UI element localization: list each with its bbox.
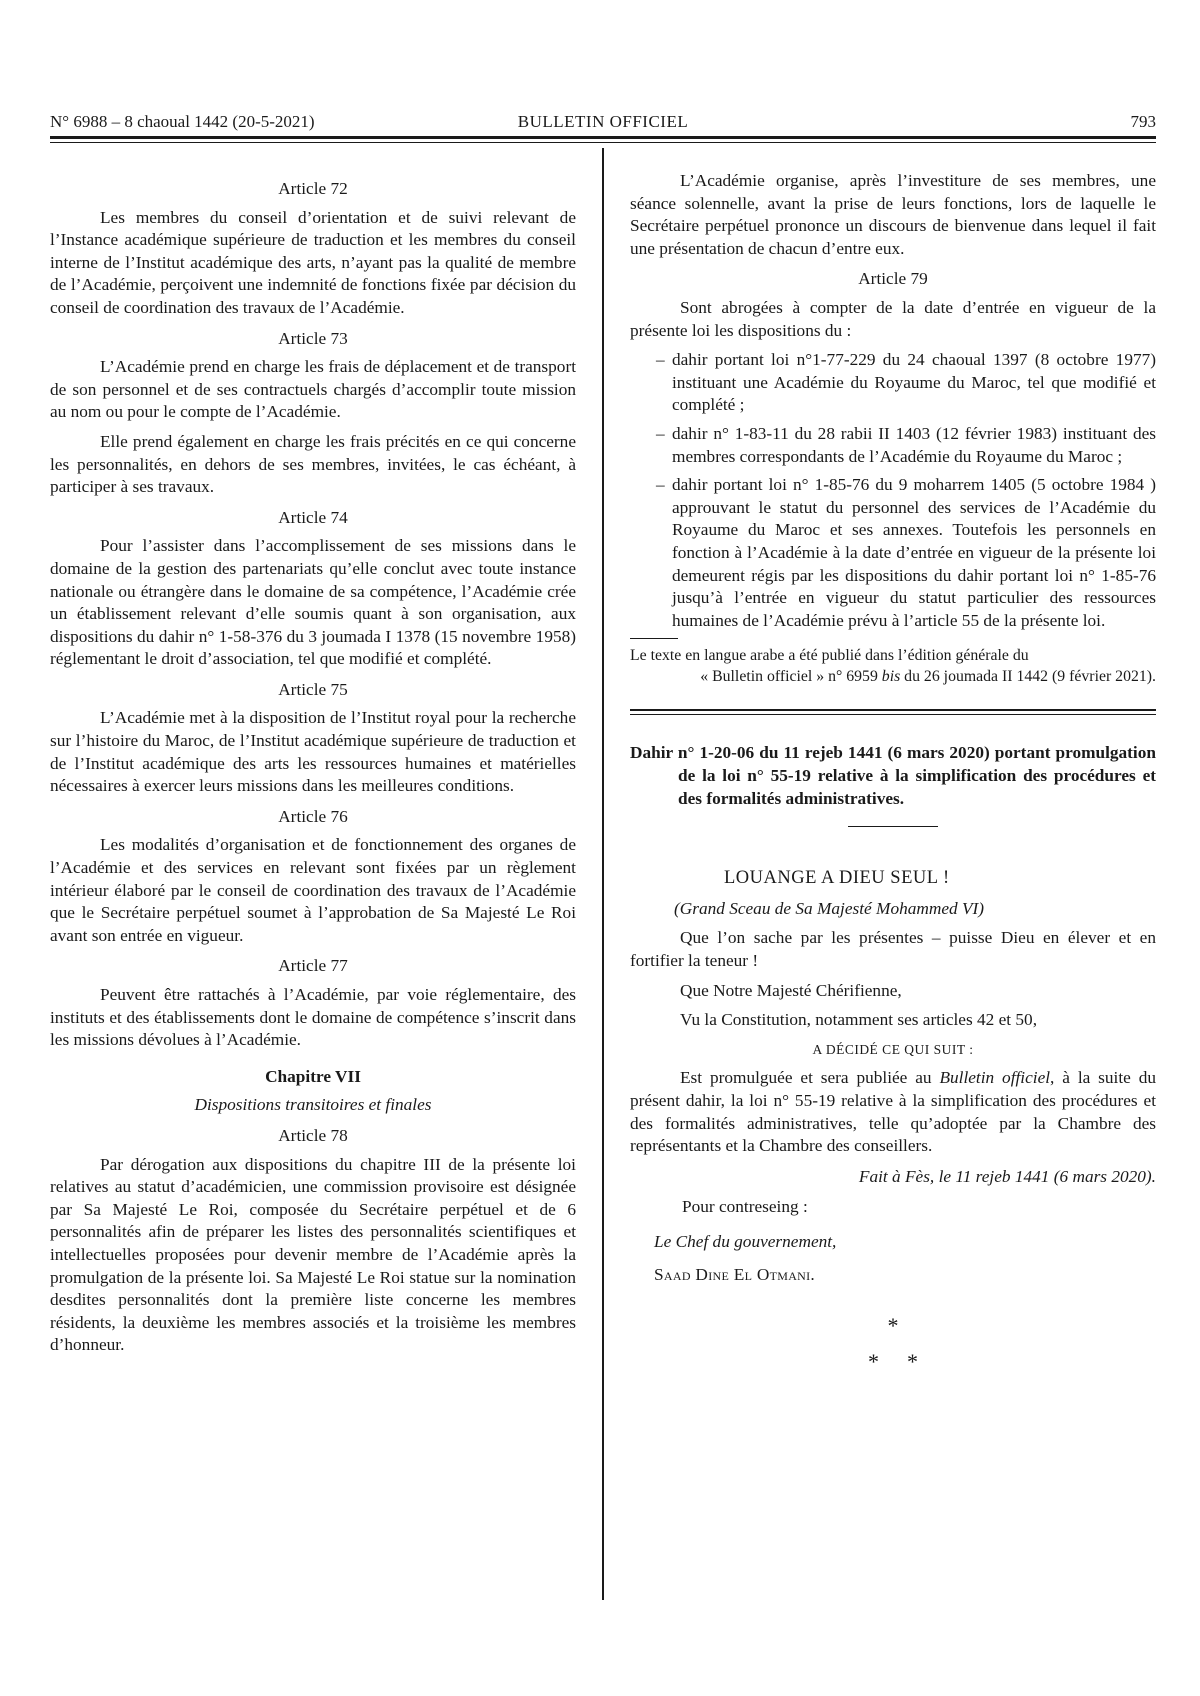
- article-74-title: Article 74: [278, 507, 348, 527]
- right-column: [630, 170, 1156, 1380]
- section-rule-thin: [630, 714, 1156, 715]
- article-79-title: Article 79: [858, 269, 928, 289]
- list-item: – dahir portant loi n°1-77-229 du 24 chaoual 1397 (8 octobre 1977) instituant une Académie du Royaume du Maroc, tel que modifié et complété ;: [672, 349, 1156, 417]
- article-72-title: Article 72: [278, 179, 348, 198]
- section-rule-thick: [630, 709, 1156, 711]
- article-78-text-2: L’Académie organise, après l’investiture de ses membres, une séance solennelle, avant la prise de leurs fonctions, lors de laquelle le Secrétaire perpétuel prononce un discours de bienvenue dans lequel il fait une présentation de chacun d’entre eux.: [630, 171, 1156, 258]
- article-78-title: Article 78: [278, 1125, 348, 1145]
- article-73-text-1: L’Académie prend en charge les frais de déplacement et de transport de son personnel et de ses contractuels chargés d’accomplir toute mission au nom ou pour le compte de l’Académie.: [50, 357, 576, 422]
- article-77-title: Article 77: [278, 956, 348, 976]
- star-bottom-pair: **: [868, 1349, 946, 1375]
- abrogated-list: [630, 349, 1156, 632]
- page-header: [50, 112, 1156, 138]
- article-79-text: Sont abrogées à compter de la date d’entrée en vigueur de la présente loi les dispositions du :: [630, 297, 1156, 340]
- page-number: 793: [1130, 112, 1156, 131]
- dahir-title: Dahir n° 1-20-06 du 11 rejeb 1441 (6 mars 2020) portant promulgation de la loi n° 55-19 relative à la simplification des procédures et des formalités administratives.: [630, 743, 1156, 809]
- paragraph-sache: Que l’on sache par les présentes – puisse Dieu en élever et en fortifier la teneur !: [630, 928, 1156, 971]
- note-line-2-start: « Bulletin officiel » n° 6959: [700, 668, 882, 686]
- article-75-title: Article 75: [278, 679, 348, 699]
- note-line-2-end: du 26 joumada II 1442 (9 février 2021).: [900, 668, 1156, 686]
- article-75-text: L’Académie met à la disposition de l’Institut royal pour la recherche sur l’histoire du Maroc, de l’Institut académique supérieure de traduction et de l’Institut académique des arts les ressources humaines et matérielles nécessaires à exercer leurs missions dans les meilleures conditions.: [50, 708, 576, 796]
- star-top: *: [887, 1313, 899, 1339]
- chef-gouvernement: Le Chef du gouvernement,: [654, 1232, 837, 1251]
- promulgation-start: Est promulguée et sera publiée au: [680, 1068, 940, 1088]
- article-74-text: Pour l’assister dans l’accomplissement de ses missions dans le domaine de la gestion des partenariats qu’elle conclut avec toute instance nationale ou étrangère dans le domaine de sa compétence, l’Académie crée un établissement relevant d’elle soumis quant à son organisation, aux dispositions du dahir n° 1-58-376 du 3 joumada I 1378 (15 novembre 1958) réglementant le droit d’association, tel que modifié et complété.: [50, 536, 576, 669]
- signature-date: Fait à Fès, le 11 rejeb 1441 (6 mars 2020).: [858, 1166, 1156, 1186]
- column-divider: [602, 148, 604, 1600]
- article-73-title: Article 73: [278, 328, 348, 348]
- article-78-text-1: Par dérogation aux dispositions du chapitre III de la présente loi relatives au statut d’académicien, une commission provisoire est désignée par Sa Majesté Le Roi, composée du Secrétaire perpétuel et de 6 personnalités afin de préparer les listes des personnalités scientifiques et intellectuelles proposées pour devenir membre de l’Académie après la promulgation de la présente loi. Sa Majesté Le Roi statue sur la nomination desdites personnalités dont la première liste concerne les membres résidents, la deuxième les membres associés et la troisième les membres d’honneur.: [50, 1154, 576, 1355]
- promulgation-bo: Bulletin officiel: [939, 1068, 1051, 1088]
- louange-heading: LOUANGE A DIEU SEUL !: [724, 868, 950, 889]
- article-73-text-2: Elle prend également en charge les frais précités en ce qui concerne les personnalités, en dehors de ses membres, invitées, le cas échéant, à participer à ses travaux.: [50, 431, 576, 497]
- decide-heading: A DÉCIDÉ CE QUI SUIT :: [812, 1041, 974, 1057]
- list-item: – dahir n° 1-83-11 du 28 rabii II 1403 (12 février 1983) instituant des membres correspondants de l’Académie du Royaume du Maroc ;: [672, 423, 1156, 468]
- chapter-title: Chapitre VII: [265, 1066, 361, 1086]
- list-item: – dahir portant loi n° 1-85-76 du 9 moharrem 1405 (5 octobre 1984 ) approuvant le statut du personnel des services de l’Académie du Royaume du Maroc et ses annexes. Toutefois les personnels en fonction à l’Académie à la date d’entrée en vigueur de la présente loi demeurent régis par les dispositions du dahir portant loi n° 1-85-76 jusqu’à l’entrée en vigueur du statut particulier des ressources humaines de l’Académie prévu à l’article 55 de la présente loi.: [672, 474, 1156, 632]
- note-bis: bis: [881, 668, 901, 686]
- paragraph-promulgation: [630, 1067, 1156, 1157]
- article-77-text: Peuvent être rattachés à l’Académie, par voie réglementaire, des instituts et des établissements dont le domaine de compétence s’inscrit dans les missions dévolues à l’Académie.: [50, 985, 576, 1050]
- dahir-rule: [848, 826, 938, 827]
- article-76-text: Les modalités d’organisation et de fonctionnement des organes de l’Académie et des services en relevant sont fixées par un règlement intérieur élaboré par le conseil de coordination des travaux de l’Académie que le Secrétaire perpétuel soumet à l’approbation de Sa Majesté Le Roi avant son entrée en vigueur.: [50, 835, 576, 945]
- promulgation-end: , à la suite du présent dahir, la loi n° 55-19 relative à la simplification des procédures et des formalités administratives, telle qu’adoptée par la Chambre des représentants et la Chambre des conseillers.: [630, 1068, 1156, 1156]
- article-72-text: Les membres du conseil d’orientation et de suivi relevant de l’Instance académique supérieure de traduction et les membres du conseil interne de l’Institut académique des arts, n’ayant pas la qualité de membre de l’Académie, perçoivent une indemnité de fonctions fixée par décision du conseil de coordination des travaux de l’Académie.: [50, 207, 576, 317]
- article-76-title: Article 76: [278, 806, 348, 826]
- publication-title: BULLETIN OFFICIEL: [517, 112, 689, 131]
- issue-info: N° 6988 – 8 chaoual 1442 (20-5-2021): [50, 112, 315, 131]
- grand-sceau: (Grand Sceau de Sa Majesté Mohammed VI): [674, 898, 985, 918]
- paragraph-constitution: Vu la Constitution, notamment ses articles 42 et 50,: [680, 1010, 1038, 1030]
- signatory-name: Saad Dine El Otmani.: [654, 1264, 816, 1284]
- publication-note: [630, 645, 1156, 687]
- note-line-2: [630, 666, 1156, 687]
- contreseing-label: Pour contreseing :: [682, 1197, 808, 1217]
- chapter-subtitle: Dispositions transitoires et finales: [194, 1095, 432, 1115]
- section-stars: [630, 1308, 1156, 1380]
- note-line-1: Le texte en langue arabe a été publié dans l’édition générale du: [630, 647, 1029, 665]
- header-rule-thick: [50, 136, 1156, 139]
- left-column: [50, 170, 576, 1364]
- paragraph-majeste: Que Notre Majesté Chérifienne,: [680, 980, 902, 1000]
- note-rule: [630, 638, 678, 639]
- header-rule-thin: [50, 142, 1156, 143]
